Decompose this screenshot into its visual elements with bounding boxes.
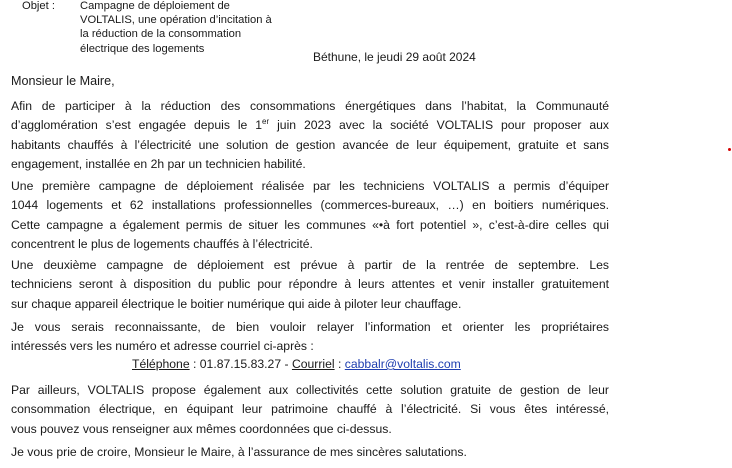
red-mark [728, 148, 731, 151]
text-line: vous pouvez vous renseigner aux mêmes coordonnées que ci-dessus. [11, 421, 392, 436]
subject-line: électrique des logements [80, 42, 205, 55]
subject-text [80, 0, 310, 56]
letter-date: Béthune, le jeudi 29 août 2024 [313, 50, 476, 64]
phone-number: : 01.87.15.83.27 - [189, 357, 292, 371]
text-line: intéressés vers les numéro et adresse courriel ci-après : [11, 339, 314, 354]
text-line: 1044 logements et 62 installations professionnelles (commerces-bureaux, …) en boitiers numériques. [11, 198, 609, 213]
text-line: concentrent le plus de logements chauffés à l’électricité. [11, 237, 313, 252]
subject-line: Campagne de déploiement de [80, 0, 230, 12]
contact-line: Téléphone : 01.87.15.83.27 - Courriel : cabbalr@voltalis.com [132, 357, 461, 371]
paragraph-second-campaign [11, 256, 609, 314]
phone-label: Téléphone [132, 357, 190, 371]
subject-line: la réduction de la consommation [80, 28, 242, 41]
text-line: habitants chauffés à l’électricité une solution de gestion avancée de leur équipement, gratuite et sans [11, 137, 609, 152]
subject-line: VOLTALIS, une opération d’incitation à [80, 14, 272, 27]
text-line: Cette campagne a également permis de situer les communes «•à fort potentiel », c’est-à-dire celles qui [11, 217, 609, 232]
paragraph-first-campaign [11, 177, 609, 255]
paragraph-intro [11, 97, 609, 175]
salutation: Monsieur le Maire, [11, 74, 115, 88]
mail-label: Courriel [291, 357, 335, 371]
text-line: consommation électrique, en équipant leur patrimoine chauffé à l’électricité. Si vous êtes intéressé, [11, 402, 609, 417]
paragraph-collectivities [11, 381, 609, 439]
text-line: Par ailleurs, VOLTALIS propose également aux collectivités cette solution gratuite de gestion de leur [11, 383, 609, 397]
text-line: Je vous serais reconnaissante, de bien vouloir relayer l’information et orienter les propriétaires [11, 320, 609, 334]
text-line: Afin de participer à la réduction des consommations énergétiques dans l’habitat, la Communauté [11, 99, 609, 113]
paragraph-closing [11, 443, 609, 462]
text-line: Une deuxième campagne de déploiement est prévue à partir de la rentrée de septembre. Les [11, 258, 609, 272]
text-line: Je vous prie de croire, Monsieur le Maire, à l’assurance de mes sincères salutations. [11, 445, 467, 459]
text-line: sur chaque appareil électrique le boitier numérique qui aide à piloter leur chauffage. [11, 296, 462, 311]
subject-label: Objet : [22, 0, 55, 12]
text-line: engagement, installée en 2h par un technicien habilité. [11, 157, 306, 172]
email-link[interactable]: cabbalr@voltalis.com [344, 357, 461, 371]
text-line: Une première campagne de déploiement réalisée par les techniciens VOLTALIS a permis d’équiper [11, 179, 609, 193]
text-line: d’agglomération s’est engagée depuis le 1er juin 2023 avec la société VOLTALIS pour proposer aux [11, 117, 609, 133]
superscript: er [262, 117, 270, 127]
paragraph-request [11, 318, 609, 357]
text-line: techniciens seront à disposition du public pour répondre à leurs attentes et venir installer gratuitement [11, 277, 609, 292]
